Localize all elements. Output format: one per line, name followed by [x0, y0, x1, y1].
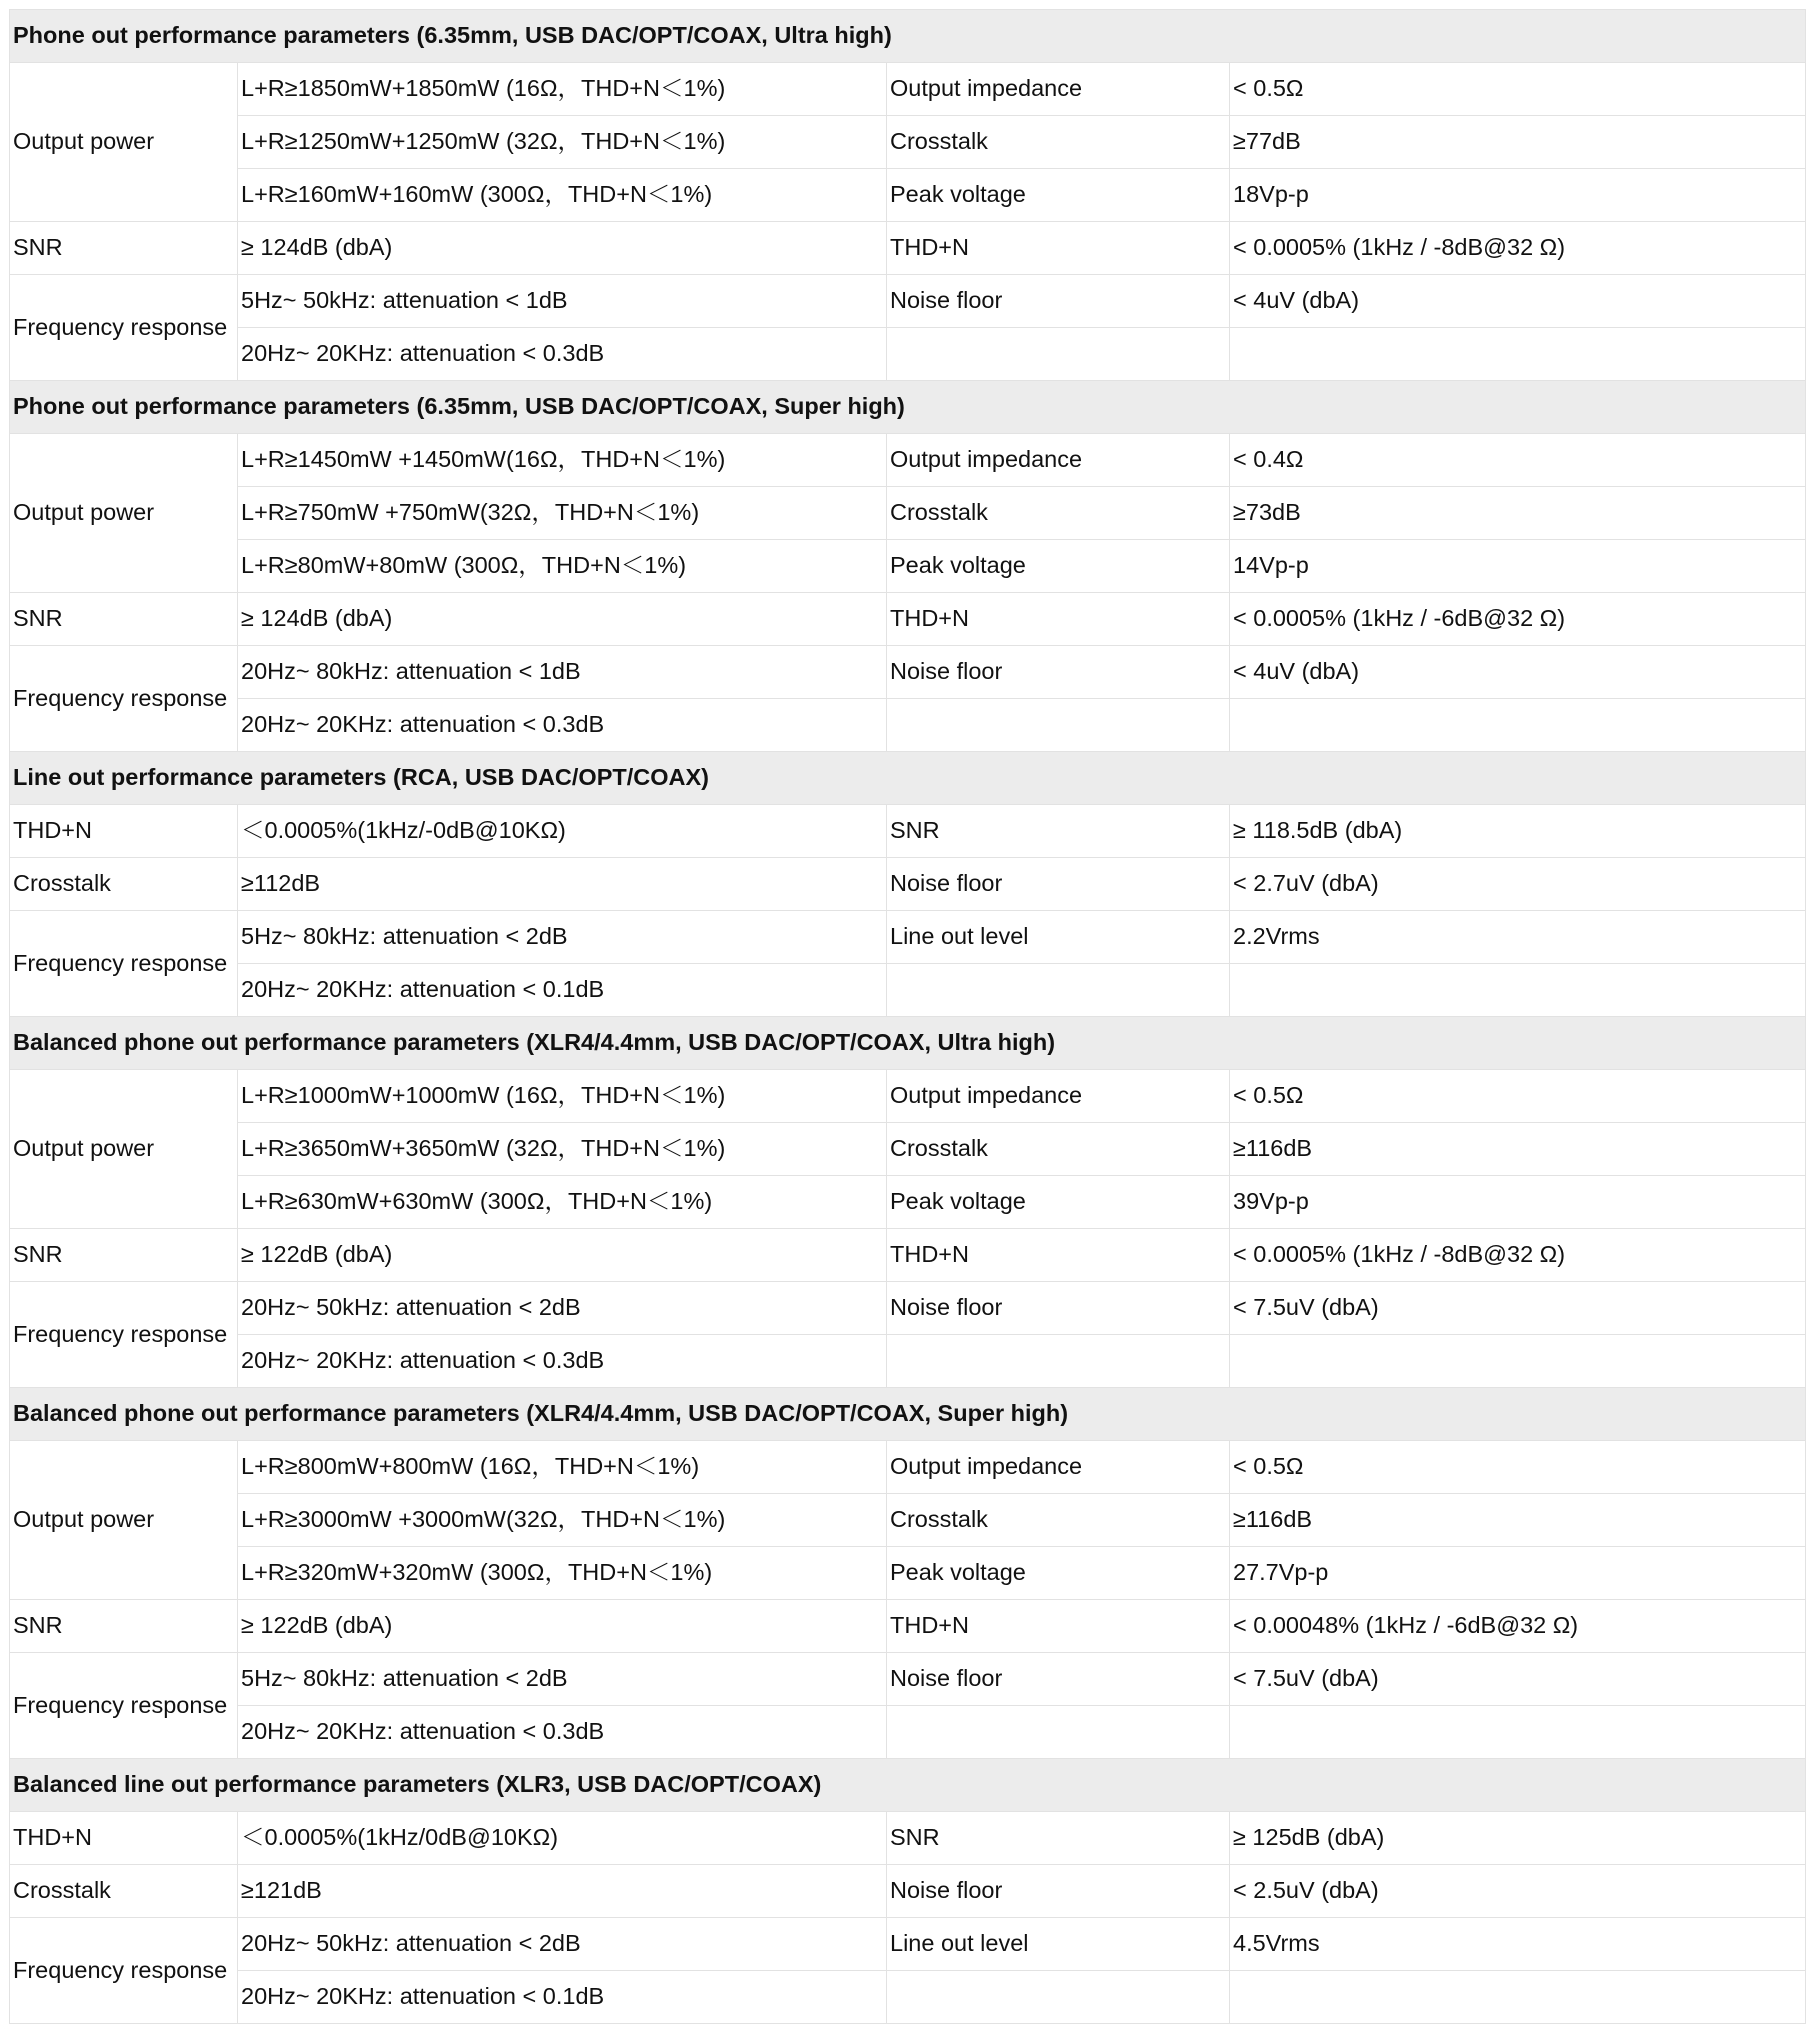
param-value: < 0.0005% (1kHz / -6dB@32 Ω): [1230, 593, 1806, 646]
table-row: [10, 646, 1806, 699]
section-header: Phone out performance parameters (6.35mm, USB DAC/OPT/COAX, Ultra high): [10, 10, 1806, 63]
param-label: Crosstalk: [10, 858, 238, 911]
table-row: [10, 1706, 1806, 1759]
table-row: [10, 805, 1806, 858]
param-value: < 0.4Ω: [1230, 434, 1806, 487]
param-label: Crosstalk: [10, 1865, 238, 1918]
param-value: 20Hz~ 50kHz: attenuation < 2dB: [238, 1282, 887, 1335]
param-value: L+R≥80mW+80mW (300Ω，THD+N＜1%): [238, 540, 887, 593]
param-label: SNR: [10, 1600, 238, 1653]
empty-cell: [887, 1335, 1230, 1388]
param-name: THD+N: [887, 593, 1230, 646]
param-value: L+R≥320mW+320mW (300Ω，THD+N＜1%): [238, 1547, 887, 1600]
param-label: Frequency response: [10, 911, 238, 1017]
param-value: < 0.5Ω: [1230, 63, 1806, 116]
param-value: 20Hz~ 20KHz: attenuation < 0.1dB: [238, 964, 887, 1017]
param-value: ≥73dB: [1230, 487, 1806, 540]
param-name: Crosstalk: [887, 487, 1230, 540]
param-label: SNR: [10, 1229, 238, 1282]
param-value: < 0.0005% (1kHz / -8dB@32 Ω): [1230, 222, 1806, 275]
param-name: Line out level: [887, 911, 1230, 964]
param-value: 4.5Vrms: [1230, 1918, 1806, 1971]
param-value: ≥ 124dB (dbA): [238, 222, 887, 275]
param-value: 20Hz~ 20KHz: attenuation < 0.3dB: [238, 1706, 887, 1759]
param-value: 2.2Vrms: [1230, 911, 1806, 964]
param-value: 5Hz~ 80kHz: attenuation < 2dB: [238, 911, 887, 964]
param-label: Frequency response: [10, 1653, 238, 1759]
param-name: Noise floor: [887, 1865, 1230, 1918]
param-value: ≥121dB: [238, 1865, 887, 1918]
param-value: 14Vp-p: [1230, 540, 1806, 593]
param-value: ≥ 118.5dB (dbA): [1230, 805, 1806, 858]
table-row: [10, 1282, 1806, 1335]
empty-cell: [887, 964, 1230, 1017]
param-label: THD+N: [10, 1812, 238, 1865]
param-value: 20Hz~ 80kHz: attenuation < 1dB: [238, 646, 887, 699]
param-name: Output impedance: [887, 1441, 1230, 1494]
table-row: [10, 1812, 1806, 1865]
param-name: Line out level: [887, 1918, 1230, 1971]
param-label: Frequency response: [10, 275, 238, 381]
param-label: THD+N: [10, 805, 238, 858]
param-value: L+R≥750mW +750mW(32Ω，THD+N＜1%): [238, 487, 887, 540]
param-value: ≥ 122dB (dbA): [238, 1229, 887, 1282]
table-row: [10, 911, 1806, 964]
param-value: ≥ 124dB (dbA): [238, 593, 887, 646]
param-value: ≥116dB: [1230, 1494, 1806, 1547]
param-value: ≥ 122dB (dbA): [238, 1600, 887, 1653]
table-row: [10, 328, 1806, 381]
table-row: [10, 1865, 1806, 1918]
empty-cell: [887, 699, 1230, 752]
section-header: Phone out performance parameters (6.35mm, USB DAC/OPT/COAX, Super high): [10, 381, 1806, 434]
param-name: Crosstalk: [887, 1494, 1230, 1547]
param-value: L+R≥160mW+160mW (300Ω，THD+N＜1%): [238, 169, 887, 222]
param-value: L+R≥1850mW+1850mW (16Ω，THD+N＜1%): [238, 63, 887, 116]
param-name: Noise floor: [887, 275, 1230, 328]
param-value: < 4uV (dbA): [1230, 275, 1806, 328]
table-row: [10, 1600, 1806, 1653]
param-value: ≥ 125dB (dbA): [1230, 1812, 1806, 1865]
param-name: THD+N: [887, 1229, 1230, 1282]
param-value: 5Hz~ 50kHz: attenuation < 1dB: [238, 275, 887, 328]
param-value: 20Hz~ 50kHz: attenuation < 2dB: [238, 1918, 887, 1971]
table-row: [10, 593, 1806, 646]
param-name: Noise floor: [887, 646, 1230, 699]
param-name: Peak voltage: [887, 540, 1230, 593]
param-label: Output power: [10, 434, 238, 593]
param-label: Output power: [10, 1441, 238, 1600]
empty-cell: [1230, 328, 1806, 381]
param-value: ＜0.0005%(1kHz/0dB@10KΩ): [238, 1812, 887, 1865]
section-header: Balanced line out performance parameters (XLR3, USB DAC/OPT/COAX): [10, 1759, 1806, 1812]
empty-cell: [1230, 1971, 1806, 2024]
table-row: [10, 1335, 1806, 1388]
spec-table: [9, 9, 1806, 2024]
param-name: Output impedance: [887, 434, 1230, 487]
table-row: [10, 1070, 1806, 1123]
param-name: Peak voltage: [887, 1176, 1230, 1229]
section-header: Balanced phone out performance parameters (XLR4/4.4mm, USB DAC/OPT/COAX, Super high): [10, 1388, 1806, 1441]
param-value: 5Hz~ 80kHz: attenuation < 2dB: [238, 1653, 887, 1706]
table-row: [10, 1123, 1806, 1176]
section-header-row: [10, 1017, 1806, 1070]
param-value: 18Vp-p: [1230, 169, 1806, 222]
table-row: [10, 1494, 1806, 1547]
table-row: [10, 1441, 1806, 1494]
empty-cell: [1230, 1335, 1806, 1388]
param-name: SNR: [887, 1812, 1230, 1865]
empty-cell: [887, 328, 1230, 381]
param-value: 20Hz~ 20KHz: attenuation < 0.3dB: [238, 328, 887, 381]
param-value: < 0.5Ω: [1230, 1070, 1806, 1123]
param-value: 20Hz~ 20KHz: attenuation < 0.3dB: [238, 1335, 887, 1388]
table-row: [10, 487, 1806, 540]
param-name: Noise floor: [887, 1282, 1230, 1335]
param-label: Output power: [10, 1070, 238, 1229]
param-value: ≥77dB: [1230, 116, 1806, 169]
section-header-row: [10, 10, 1806, 63]
table-row: [10, 1918, 1806, 1971]
table-row: [10, 1229, 1806, 1282]
param-value: ≥116dB: [1230, 1123, 1806, 1176]
section-header: Line out performance parameters (RCA, USB DAC/OPT/COAX): [10, 752, 1806, 805]
empty-cell: [887, 1971, 1230, 2024]
param-name: Output impedance: [887, 63, 1230, 116]
table-row: [10, 1971, 1806, 2024]
table-row: [10, 222, 1806, 275]
param-name: Peak voltage: [887, 169, 1230, 222]
param-value: L+R≥3000mW +3000mW(32Ω，THD+N＜1%): [238, 1494, 887, 1547]
param-value: < 7.5uV (dbA): [1230, 1282, 1806, 1335]
param-label: SNR: [10, 593, 238, 646]
table-row: [10, 1653, 1806, 1706]
param-value: < 0.5Ω: [1230, 1441, 1806, 1494]
empty-cell: [1230, 1706, 1806, 1759]
param-name: Crosstalk: [887, 1123, 1230, 1176]
section-header-row: [10, 1388, 1806, 1441]
param-value: L+R≥1000mW+1000mW (16Ω，THD+N＜1%): [238, 1070, 887, 1123]
empty-cell: [1230, 964, 1806, 1017]
param-value: L+R≥1450mW +1450mW(16Ω，THD+N＜1%): [238, 434, 887, 487]
table-row: [10, 1176, 1806, 1229]
param-value: 39Vp-p: [1230, 1176, 1806, 1229]
table-row: [10, 434, 1806, 487]
table-row: [10, 275, 1806, 328]
param-name: THD+N: [887, 222, 1230, 275]
param-label: Output power: [10, 63, 238, 222]
param-value: 20Hz~ 20KHz: attenuation < 0.3dB: [238, 699, 887, 752]
empty-cell: [1230, 699, 1806, 752]
param-value: < 0.00048% (1kHz / -6dB@32 Ω): [1230, 1600, 1806, 1653]
param-name: Peak voltage: [887, 1547, 1230, 1600]
table-row: [10, 116, 1806, 169]
param-name: SNR: [887, 805, 1230, 858]
section-header-row: [10, 752, 1806, 805]
param-value: L+R≥3650mW+3650mW (32Ω，THD+N＜1%): [238, 1123, 887, 1176]
param-value: < 0.0005% (1kHz / -8dB@32 Ω): [1230, 1229, 1806, 1282]
param-value: L+R≥1250mW+1250mW (32Ω，THD+N＜1%): [238, 116, 887, 169]
param-name: Noise floor: [887, 858, 1230, 911]
table-row: [10, 699, 1806, 752]
spec-table-body: [10, 10, 1806, 2024]
param-value: 27.7Vp-p: [1230, 1547, 1806, 1600]
table-row: [10, 63, 1806, 116]
param-name: Crosstalk: [887, 116, 1230, 169]
table-row: [10, 1547, 1806, 1600]
param-value: 20Hz~ 20KHz: attenuation < 0.1dB: [238, 1971, 887, 2024]
table-row: [10, 858, 1806, 911]
param-name: Noise floor: [887, 1653, 1230, 1706]
param-value: ＜0.0005%(1kHz/-0dB@10KΩ): [238, 805, 887, 858]
param-name: THD+N: [887, 1600, 1230, 1653]
param-label: Frequency response: [10, 1282, 238, 1388]
param-name: Output impedance: [887, 1070, 1230, 1123]
section-header-row: [10, 381, 1806, 434]
param-label: Frequency response: [10, 1918, 238, 2024]
table-row: [10, 964, 1806, 1017]
param-value: L+R≥630mW+630mW (300Ω，THD+N＜1%): [238, 1176, 887, 1229]
param-value: < 7.5uV (dbA): [1230, 1653, 1806, 1706]
empty-cell: [887, 1706, 1230, 1759]
table-row: [10, 169, 1806, 222]
param-value: < 4uV (dbA): [1230, 646, 1806, 699]
table-row: [10, 540, 1806, 593]
section-header: Balanced phone out performance parameters (XLR4/4.4mm, USB DAC/OPT/COAX, Ultra high): [10, 1017, 1806, 1070]
param-value: < 2.5uV (dbA): [1230, 1865, 1806, 1918]
param-value: L+R≥800mW+800mW (16Ω，THD+N＜1%): [238, 1441, 887, 1494]
param-label: SNR: [10, 222, 238, 275]
param-value: ≥112dB: [238, 858, 887, 911]
param-label: Frequency response: [10, 646, 238, 752]
section-header-row: [10, 1759, 1806, 1812]
param-value: < 2.7uV (dbA): [1230, 858, 1806, 911]
